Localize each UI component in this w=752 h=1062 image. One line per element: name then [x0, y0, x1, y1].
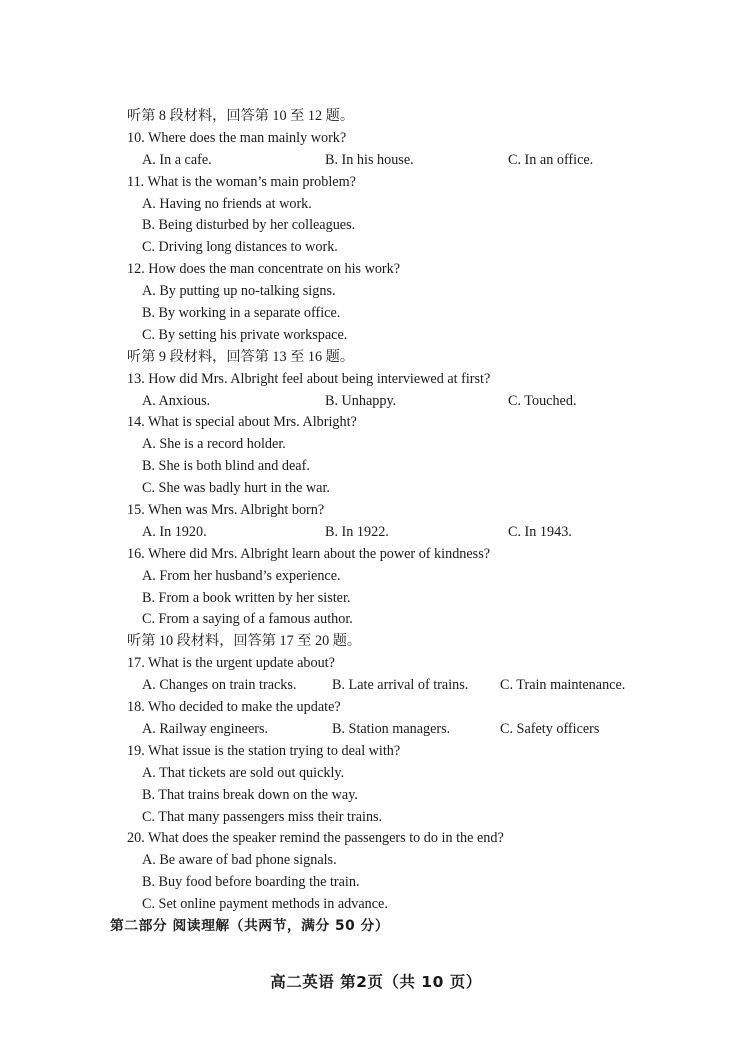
- question-19-option-a: A. That tickets are sold out quickly.: [142, 764, 345, 781]
- question-17-options: [127, 675, 687, 697]
- question-10-option-a: A. In a cafe.: [142, 151, 212, 168]
- question-11-option-c: C. Driving long distances to work.: [142, 239, 338, 256]
- question-16-stem: 16. Where did Mrs. Albright learn about the power of kindness?: [127, 545, 491, 562]
- question-10-option-b: B. In his house.: [325, 151, 414, 168]
- question-19-stem: 19. What issue is the station trying to deal with?: [127, 742, 401, 759]
- question-13-stem: 13. How did Mrs. Albright feel about being interviewed at first?: [127, 370, 491, 387]
- question-17-stem: 17. What is the urgent update about?: [127, 655, 335, 672]
- question-11-stem: 11. What is the woman’s main problem?: [127, 173, 356, 190]
- section-heading-passage-8: 听第 8 段材料，回答第 10 至 12 题。: [127, 108, 355, 124]
- question-18-option-b: B. Station managers.: [332, 720, 451, 737]
- question-12-option-a: A. By putting up no-talking signs.: [142, 283, 336, 300]
- question-13-option-c: C. Touched.: [508, 392, 577, 409]
- question-11-option-a: A. Having no friends at work.: [142, 195, 312, 212]
- question-20-option-a: A. Be aware of bad phone signals.: [142, 852, 337, 869]
- question-17-option-a: A. Changes on train tracks.: [142, 677, 297, 694]
- question-18-option-c: C. Safety officers: [500, 720, 600, 737]
- question-12-stem: 12. How does the man concentrate on his work?: [127, 261, 401, 278]
- section-heading-passage-9: 听第 9 段材料，回答第 13 至 16 题。: [127, 348, 355, 365]
- question-12-option-b: B. By working in a separate office.: [142, 305, 341, 322]
- question-13-options: [127, 391, 687, 413]
- page-footer: 高二英语 第2页（共 10 页）: [270, 973, 482, 991]
- question-16-option-b: B. From a book written by her sister.: [142, 589, 351, 606]
- question-16-option-a: A. From her husband’s experience.: [142, 567, 341, 584]
- question-14-option-b: B. She is both blind and deaf.: [142, 458, 310, 475]
- question-15-option-c: C. In 1943.: [508, 523, 572, 540]
- question-17-option-b: B. Late arrival of trains.: [332, 677, 469, 694]
- question-19-option-c: C. That many passengers miss their trains.: [142, 808, 383, 825]
- question-17-option-c: C. Train maintenance.: [500, 677, 626, 694]
- question-15-options: [127, 522, 687, 544]
- question-18-options: [127, 719, 687, 741]
- question-20-option-b: B. Buy food before boarding the train.: [142, 874, 360, 891]
- question-20-stem: 20. What does the speaker remind the passengers to do in the end?: [127, 830, 504, 847]
- question-15-option-b: B. In 1922.: [325, 523, 389, 540]
- section-heading-passage-10: 听第 10 段材料，回答第 17 至 20 题。: [127, 633, 362, 650]
- exam-content: [110, 106, 687, 938]
- question-10-option-c: C. In an office.: [508, 151, 594, 168]
- question-15-stem: 15. When was Mrs. Albright born?: [127, 502, 325, 519]
- question-20-option-c: C. Set online payment methods in advance.: [142, 896, 388, 913]
- question-18-option-a: A. Railway engineers.: [142, 720, 269, 737]
- question-12-option-c: C. By setting his private workspace.: [142, 326, 348, 343]
- question-14-stem: 14. What is special about Mrs. Albright?: [127, 414, 357, 431]
- question-11-option-b: B. Being disturbed by her colleagues.: [142, 217, 356, 234]
- part-two-heading: 第二部分 阅读理解（共两节，满分 50 分）: [110, 917, 390, 934]
- question-16-option-c: C. From a saying of a famous author.: [142, 611, 353, 628]
- question-13-option-b: B. Unhappy.: [325, 392, 397, 409]
- question-14-option-a: A. She is a record holder.: [142, 436, 286, 453]
- question-15-option-a: A. In 1920.: [142, 523, 207, 540]
- question-13-option-a: A. Anxious.: [142, 392, 211, 409]
- question-10-options: [127, 150, 687, 172]
- question-10-stem: 10. Where does the man mainly work?: [127, 129, 347, 146]
- question-18-stem: 18. Who decided to make the update?: [127, 699, 341, 716]
- question-14-option-c: C. She was badly hurt in the war.: [142, 480, 330, 497]
- question-19-option-b: B. That trains break down on the way.: [142, 786, 358, 803]
